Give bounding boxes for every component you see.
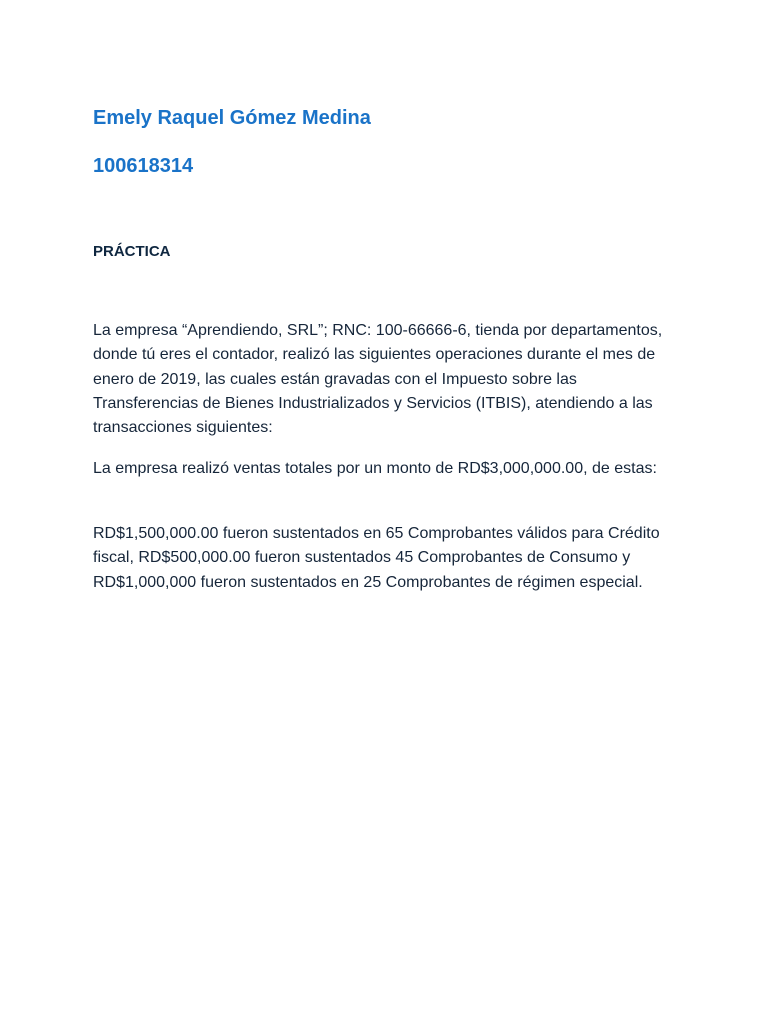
paragraph-receipts-breakdown: RD$1,500,000.00 fueron sustentados en 65 Comprobantes válidos para Crédito fiscal, RD$500,000.00 fueron sustentados 45 Comprobantes de Consumo y RD$1,000,000 fueron sustentados en 25 Comprobantes de régimen especial. xyxy=(93,525,660,591)
section-heading: PRÁCTICA xyxy=(93,243,171,260)
paragraph-total-sales: La empresa realizó ventas totales por un monto de RD$3,000,000.00, de estas: xyxy=(93,460,657,477)
student-id: 100618314 xyxy=(93,155,194,177)
author-name: Emely Raquel Gómez Medina xyxy=(93,107,371,129)
paragraph-company-description: La empresa “Aprendiendo, SRL”; RNC: 100-66666-6, tienda por departamentos, donde tú eres el contador, realizó las siguientes operaciones durante el mes de enero de 2019, las cuales están gravadas con el Impuesto sobre las Transferencias de Bienes Industrializados y Servicios (ITBIS), atendiendo a las transacciones siguientes: xyxy=(93,322,663,437)
